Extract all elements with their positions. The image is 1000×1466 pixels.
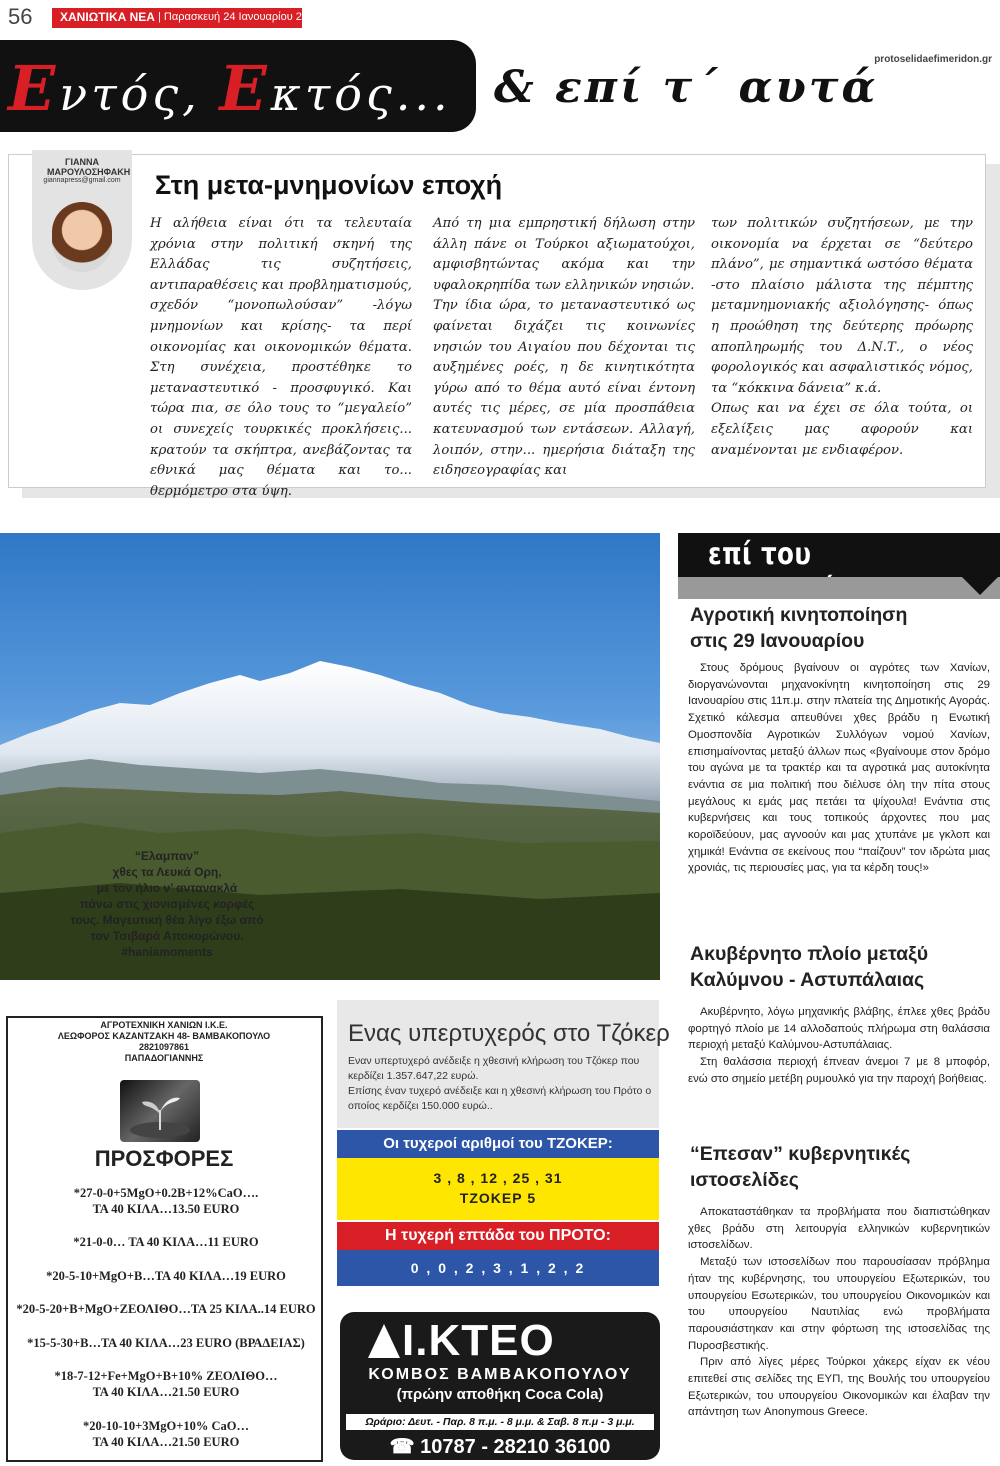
kteo-former: (πρώην αποθήκη Coca Cola): [396, 1386, 604, 1403]
kteo-logo-triangle: [368, 1324, 400, 1358]
kteo-phone-line[interactable]: [340, 1434, 660, 1459]
author-card: [32, 150, 132, 290]
caption-hashtag[interactable]: #haniamoments: [121, 945, 213, 959]
article-text-websites: [688, 1204, 990, 1421]
paragraph: Στη θαλάσσια περιοχή έπνεαν άνεμοι 7 με 8 μποφόρ, ενώ στο σημείο μετέβη ρυμουλκό για την παροχή βοήθειας.: [688, 1056, 990, 1085]
page-header: [0, 0, 1000, 40]
paragraph: Μεταξύ των ιστοσελίδων που παρουσίασαν πρόβλημα ήταν της κυβέρνησης, του υπουργείου Εξωτερικών, του υπουργείου Εσωτερικών, του υπουργείου Οικονομικών και του υπουργείου Ναυτιλίας ενώ προβλήματα παρουσιάστηκαν και στην φόρτωση της ιστοσελίδας της Πυροσβεστικής.: [688, 1256, 990, 1352]
joker-numbers-label: Οι τυχεροί αριθμοί του ΤΖΟΚΕΡ:: [337, 1130, 659, 1158]
column-text-2: Από τη μια εμπρηστική δήλωση στην άλλη πάνε οι Τούρκοι αξιωματούχοι, αμφισβητώντας ακόμα και την υφαλοκρηπίδα των ελληνικών νησιών. Την ίδια ώρα, το μεταναστευτικό ως φαίνεται διχάζει τις κοινωνίες νησιών του Αιγαίου που δέχονται τις αυξημένες ροές, η δε κινητικότητα γύρω από το θέμα αυτό είναι έντονη αυτές τις μέρες, σε μία προσπάθεια κατευνασμού των εντάσεων. Αλλαγή, λοιπόν, στην... ημερήσια διάταξη της ειδησεογραφίας και: [433, 216, 695, 479]
caption-line: με τον ήλιο ν’ αντανακλά: [96, 881, 238, 895]
section-title: [8, 52, 452, 125]
paragraph: Ακυβέρνητο, λόγω μηχανικής βλάβης, έπλεε χθες βράδυ φορτηγό πλοίο με 14 αλλοδαπούς πλήρωμα στη θαλάσσια περιοχή μεταξύ Καλύμνου-Αστυπάλαιας.: [688, 1006, 990, 1052]
article-title-websites: [690, 1141, 910, 1193]
caption-line: “Ελαμπαν”: [134, 849, 200, 863]
title-line: Αγροτική κινητοποίηση: [690, 604, 908, 626]
press-tag-underline: [678, 577, 1000, 599]
ad-address: ΛΕΩΦΟΡΟΣ ΚΑΖΑΝΤΖΑΚΗ 48- ΒΑΜΒΑΚΟΠΟΥΛΟ: [57, 1031, 271, 1041]
title-line: “Επεσαν” κυβερνητικές: [690, 1143, 911, 1165]
press-section-tag: [678, 533, 1000, 577]
proto-label: Η τυχερή επτάδα του ΠΡΟΤΟ:: [337, 1222, 659, 1250]
offer-item: *20-10-10+3MgO+10% CaO… ΤΑ 40 ΚΙΛΑ…21.50 EURO: [83, 1419, 249, 1449]
section-title-word-1: ντός,: [59, 67, 220, 121]
kteo-hours: Ωράριο: Δευτ. - Παρ. 8 π.μ. - 8 μ.μ. & Σαβ. 8 π.μ - 3 μ.μ.: [346, 1414, 654, 1430]
title-line: στις 29 Ιανουαρίου: [690, 630, 865, 652]
page-number: 56: [8, 4, 33, 29]
joker-text: Εναν υπερτυχερό ανέδειξε η χθεσινή κλήρωση του Τζόκερ που κερδίζει 1.357.647,22 ευρώ. Επίσης έναν τυχερό ανέδειξε και η χθεσινή κλήρωση του Πρότο ο οποίος κερδίζει 150.000 ευρώ..: [348, 1055, 652, 1112]
caption-line: πάνω στις χιονισμένες κορφές: [79, 897, 255, 911]
section-title-initial-2: Ε: [219, 52, 271, 125]
paragraph: Στους δρόμους βγαίνουν οι αγρότες των Χανίων, διοργανώνονται μηχανοκίνητη κινητοποίηση στις 29 Ιανουαρίου στις 11π.μ. στην πλατεία της Δημοτικής Αγοράς. Σχετικό κάλεσμα απευθύνει χθες βράδυ η Ενωτική Ομοσπονδία Αγροτικών Συλλόγων νομού Χανίων, επισημαίνοντας μεταξύ άλλων πως «βγαίνουμε στον δρόμο του αγώνα με τα τρακτέρ και τα αγροτικά μας αυτοκίνητα ενάντια σε μια πολιτική που διέλυσε όλη την πίτα στους μεγάλους κι εμάς μας πετάει τα ψίχουλα! Ενάντια στις κυβερνήσεις και τους τοπικούς άρχοντες που μας κοροϊδεύουν, μας αγνοούν και μας χτυπάνε με γκλοπ και χημικά! Ενάντια σε εκείνους που “παίζουν” τον ιδρώτα μιας χρονιάς, τις περιουσίες μας, για τα κέρδη τους!»: [688, 662, 990, 875]
section-title-word-2: κτός...: [270, 67, 452, 121]
title-line: Ακυβέρνητο πλοίο μεταξύ: [690, 943, 929, 965]
author-email[interactable]: giannapress@gmail.com: [43, 177, 121, 184]
joker-title: Ενας υπερτυχερός στο Τζόκερ: [348, 1020, 670, 1047]
press-section-label: επί του: [708, 537, 812, 572]
offers-title: ΠΡΟΣΦΟΡΕΣ: [94, 1146, 234, 1171]
article-text-ship: [688, 1004, 990, 1088]
offer-item: *20-5-20+B+MgO+ΖΕΟΛΙΘΟ…ΤΑ 25 ΚΙΛΑ..14 EURO: [16, 1302, 316, 1316]
ad-owner: ΠΑΠΑΔΟΓΙΑΝΝΗΣ: [124, 1053, 204, 1063]
offer-item: *18-7-12+Fe+MgO+B+10% ΖΕΟΛΙΘΟ… ΤΑ 40 ΚΙΛΑ…21.50 EURO: [54, 1369, 278, 1399]
caption-line: τον Τσιβαρά Αποκορώνου.: [90, 929, 244, 943]
paragraph: Αποκαταστάθηκαν τα προβλήματα που διαπιστώθηκαν χθες βράδυ στη λειτουργία ελληνικών κυβερνητικών ιστοσελίδων.: [688, 1206, 990, 1252]
author-avatar: [52, 202, 112, 272]
offer-item: *27-0-0+5MgO+0.2B+12%CaO…. ΤΑ 40 ΚΙΛΑ…13.50 EURO: [73, 1186, 259, 1216]
phone-icon: ☎: [389, 1436, 415, 1458]
joker-number: ΤΖΟΚΕΡ 5: [459, 1190, 537, 1206]
section-title-initial-1: Ε: [8, 52, 60, 125]
kteo-location: ΚΟΜΒΟΣ ΒΑΜΒΑΚΟΠΟΥΛΟΥ: [368, 1366, 632, 1383]
ad-phone[interactable]: 2821097861: [138, 1042, 190, 1052]
author-name: ΓΙΑΝΝΑ ΜΑΡΟΥΛΟΣΗΦΑΚΗ: [47, 157, 131, 177]
article-text-farmers: [688, 660, 990, 877]
kteo-phone[interactable]: 10787 - 28210 36100: [420, 1436, 611, 1458]
offer-item: *15-5-30+B…ΤΑ 40 ΚΙΛΑ…23 EURO (ΒΡΑΔΕΙΑΣ): [27, 1336, 305, 1350]
column-title: Στη μετα-μνημονίων εποχή: [155, 170, 503, 200]
joker-numbers-box: [337, 1158, 659, 1220]
joker-numbers: 3 , 8 , 12 , 25 , 31: [433, 1170, 563, 1186]
article-title-ship: [690, 941, 928, 993]
newspaper-name: ΧΑΝΙΩΤΙΚΑ ΝΕΑ: [60, 10, 155, 24]
column-text-3: των πολιτικών συζητήσεων, με την οικονομία να έρχεται σε “δεύτερο πλάνο”, με σημαντικά ωστόσο θέματα -στο πλαίσιο μάλιστα της πέμπτης μεταμνημονιακής αξιολόγησης- όπως η προώθηση της δεύτερης πρόωρης αποπληρωμής του Δ.Ν.Τ., ο νέος φορολογικός και ασφαλιστικός νόμος, τα “κόκκινα δάνεια” κ.ά. Οπως και να έχει σε όλα τούτα, οι εξελίξεις μας αφορούν και αναμένονται με ενδιαφέρον.: [711, 216, 973, 458]
caption-line: τους. Μαγευτική θέα λίγο έξω από: [70, 913, 264, 927]
ad-company-info: [0, 1020, 328, 1064]
kteo-logo: Ι.ΚΤΕΟ: [402, 1316, 555, 1365]
article-title-farmers: [690, 602, 907, 654]
offer-item: *21-0-0… ΤΑ 40 ΚΙΛΑ…11 EURO: [73, 1235, 259, 1249]
column-text-1: Η αλήθεια είναι ότι τα τελευταία χρόνια στην πολιτική σκηνή της Ελλάδας τις συζητήσεις, αντιπαραθέσεις και προβληματισμούς, σχεδόν “μονοπωλούσαν” -λόγω μνημονίων και κρίσης- τα περί οικονομίας και οικονομικών θέματα. Στη συνέχεια, προστέθηκε το μεταναστευτικό - προσφυγικό. Και τώρα πια, σε όλο τους το “μεγαλείο” οι συνεχείς τουρκικές προκλήσεις... κρατούν τα σκήπτρα, ανεβάζοντας τα εθνικά μας θέματα και το... θερμόμετρο στα ύψη.: [150, 216, 412, 499]
title-line: Καλύμνου - Αστυπάλαιας: [690, 969, 925, 991]
caption-line: χθες τα Λευκά Ορη,: [112, 865, 222, 879]
proto-numbers: 0 , 0 , 2 , 3 , 1 , 2 , 2: [337, 1250, 659, 1286]
section-subtitle: & επί τ΄ αυτά: [494, 62, 879, 113]
photo-caption: [62, 848, 272, 960]
offer-item: *20-5-10+MgO+B…ΤΑ 40 ΚΙΛΑ…19 EURO: [46, 1269, 286, 1283]
plant-sprout-icon: [120, 1080, 200, 1142]
site-watermark: protoselidaefimeridon.gr: [874, 54, 992, 65]
ad-company-name: ΑΓΡΟΤΕΧΝΙΚΗ ΧΑΝΙΩΝ Ι.Κ.Ε.: [100, 1020, 228, 1030]
paragraph: Πριν από λίγες μέρες Τούρκοι χάκερς είχαν εκ νέου επιτεθεί στις σελίδες της ΕΥΠ, της Βουλής του υπουργείου Εξωτερικών, του υπουργείου Οικονομικών και έλαβαν την απάντηση των Anonymous Greece.: [688, 1356, 990, 1419]
issue-date: | Παρασκευή 24 Ιανουαρίου 2020: [158, 11, 321, 23]
title-line: ιστοσελίδες: [690, 1169, 799, 1191]
press-tag-fold: [962, 577, 998, 595]
